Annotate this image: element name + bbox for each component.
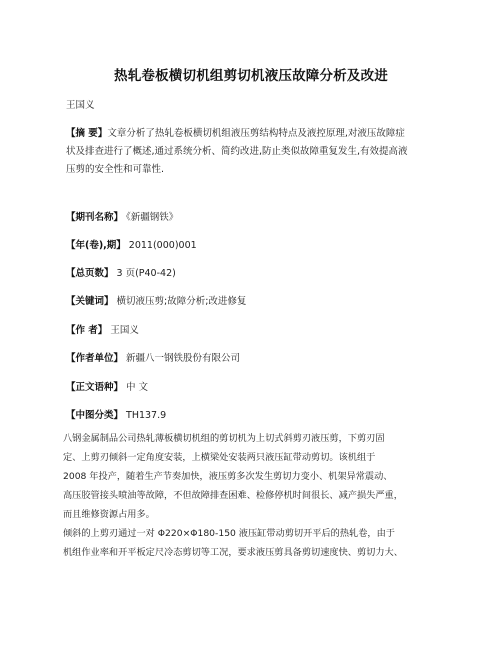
field-affiliation (66, 350, 240, 364)
body-line: 高压胶管接头喷油等故障，不但故障排查困难、检修停机时间很长、减产损失严重， (63, 490, 403, 501)
field-year-volume-issue (66, 237, 197, 251)
body-paragraph-2 (63, 524, 443, 562)
field-value: 3 页(P40-42) (116, 268, 176, 279)
field-journal (66, 209, 178, 223)
abstract-block (66, 125, 438, 179)
field-label: 【期刊名称】 (66, 212, 124, 223)
abstract-text: 文章分析了热轧卷板横切机组液压剪结构特点及液控原理,对液压故障症 (107, 128, 405, 139)
field-label: 【作 者】 (66, 325, 108, 336)
field-keywords (66, 293, 246, 307)
document-title: 热轧卷板横切机组剪切机液压故障分析及改进 (114, 68, 388, 84)
author-name: 王国义 (66, 100, 95, 111)
field-label: 【中图分类】 (66, 410, 124, 421)
field-label: 【年(卷),期】 (66, 240, 126, 251)
field-language (66, 379, 148, 393)
field-value: 横切液压剪;故障分析;改进修复 (116, 296, 247, 307)
field-value: TH137.9 (126, 410, 167, 421)
abstract-line: 压剪的安全性和可靠性. (66, 164, 165, 175)
abstract-line (66, 125, 438, 143)
field-label: 【关键词】 (66, 296, 114, 307)
abstract-line: 状及排查进行了概述,通过系统分析、简约改进,防止类似故障重复发生,有效提高液 (66, 146, 408, 157)
field-value: 王国义 (110, 325, 139, 336)
field-classification (66, 407, 166, 421)
field-value: 中 文 (126, 382, 149, 393)
body-line: 2008 年投产，随着生产节奏加快，液压剪多次发生剪切力变小、机架异常震动、 (63, 471, 393, 482)
body-paragraph-1 (63, 429, 443, 524)
field-value: 新疆八一钢铁股份有限公司 (126, 353, 241, 364)
field-value: 《新疆钢铁》 (126, 212, 179, 223)
body-line: 机组作业率和开平板定尺冷态剪切等工况，要求液压剪具备剪切速度快、剪切力大、 (63, 547, 403, 558)
field-label: 【总页数】 (66, 268, 114, 279)
body-line: 八钢金属制品公司热轧薄板横切机组的剪切机为上切式斜剪刃液压剪，下剪刃固 (63, 433, 385, 444)
body-line: 定、上剪刃倾斜一定角度安装，上横梁处安装两只液压缸带动剪切。该机组于 (63, 452, 376, 463)
field-author (66, 322, 139, 336)
field-label: 【作者单位】 (66, 353, 124, 364)
field-total-pages (66, 265, 176, 279)
field-label: 【正文语种】 (66, 382, 124, 393)
field-value: 2011(000)001 (128, 240, 197, 251)
body-line: 倾斜的上剪刃通过一对 Φ220×Φ180-150 液压缸带动剪切开平后的热轧卷，由于 (63, 528, 395, 539)
body-line: 而且维修资源占用多。 (63, 509, 155, 520)
abstract-label: 【摘 要】 (66, 128, 108, 139)
